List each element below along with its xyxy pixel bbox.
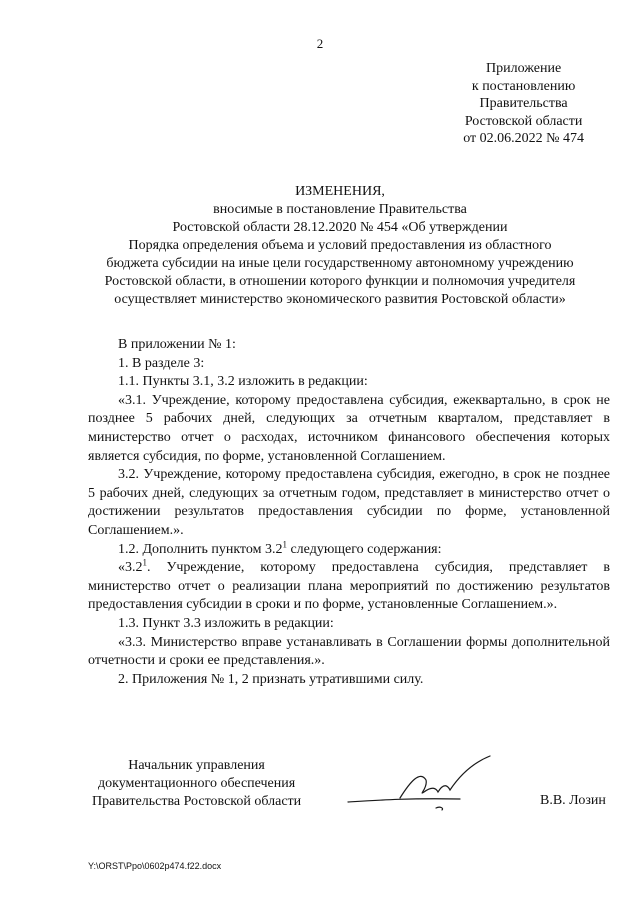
heading-line: Ростовской области 28.12.2020 № 454 «Об утверждении [172, 220, 508, 235]
body-paragraph: «3.1. Учреждение, которому предоставлена субсидия, ежеквартально, в срок не позднее 5 рабочих дней, следующих за отчетным кварталом, представляет в министерство отчет о расходах, источником финансового обеспечения которых является субсидия, по форме, установленной Соглашением. [88, 392, 610, 464]
signatory-position [92, 757, 301, 811]
body-paragraph: 3.2. Учреждение, которому предоставлена субсидия, ежегодно, в срок не позднее 5 рабочих дней, следующих за отчетным годом, представляет в министерство отчет о достижении результатов предоставления субсидии по форме, установленной Соглашением.». [88, 467, 610, 538]
appendix-block [463, 60, 584, 148]
body-text: . Учреждение, которому предоставлена субсидия, представляет в министерство отчет о реализации плана мероприятий по достижению результатов предоставления субсидии в сроки и по форме, установленные Соглашением.». [88, 560, 610, 613]
appendix-line: Приложение [486, 61, 562, 76]
body-paragraph: 1. В разделе 3: [118, 355, 205, 371]
body-paragraph: 1.3. Пункт 3.3 изложить в редакции: [118, 615, 334, 631]
heading-title: ИЗМЕНЕНИЯ, [295, 184, 385, 199]
body-text: 1.2. Дополнить пунктом 3.2 [118, 541, 283, 557]
body-text: «3.2 [118, 560, 143, 576]
appendix-line: к постановлению [471, 78, 576, 94]
superscript: 1 [142, 557, 147, 568]
heading-line: осуществляет министерство экономического развития Ростовской области» [114, 292, 566, 307]
appendix-line: Правительства [479, 96, 568, 111]
document-body [88, 336, 610, 689]
body-paragraph: «3.3. Министерство вправе устанавливать в Соглашении формы дополнительной отчетности и сроки ее представления.». [88, 634, 610, 669]
heading-line: бюджета субсидии на иные цели государственному автономному учреждению [106, 256, 574, 271]
file-path-footer: Y:\ORST\Ppo\0602p474.f22.docx [88, 861, 222, 871]
heading-line: Ростовской области, в отношении которого функции и полномочия учредителя [104, 274, 576, 289]
handwritten-signature [340, 752, 510, 822]
body-paragraph: 1.1. Пункты 3.1, 3.2 изложить в редакции: [118, 374, 368, 390]
heading-line: вносимые в постановление Правительства [213, 202, 467, 217]
page-number: 2 [316, 36, 324, 51]
signatory-position-line: Правительства Ростовской области [92, 794, 302, 809]
superscript: 1 [282, 538, 287, 549]
heading-line: Порядка определения объема и условий предоставления из областного [128, 238, 552, 253]
body-text: следующего содержания: [286, 541, 442, 557]
appendix-line: Ростовской области [464, 113, 583, 129]
body-paragraph: 2. Приложения № 1, 2 признать утратившими силу. [118, 671, 424, 687]
signatory-name: В.В. Лозин [540, 793, 606, 808]
appendix-date-line: от 02.06.2022 № 474 [463, 131, 584, 146]
document-heading [80, 183, 600, 309]
body-paragraph [88, 559, 610, 615]
signatory-position-line: Начальник управления [128, 758, 265, 773]
signatory-position-line: документационного обеспечения [97, 776, 296, 791]
body-paragraph [88, 538, 610, 560]
body-paragraph: В приложении № 1: [118, 337, 236, 352]
